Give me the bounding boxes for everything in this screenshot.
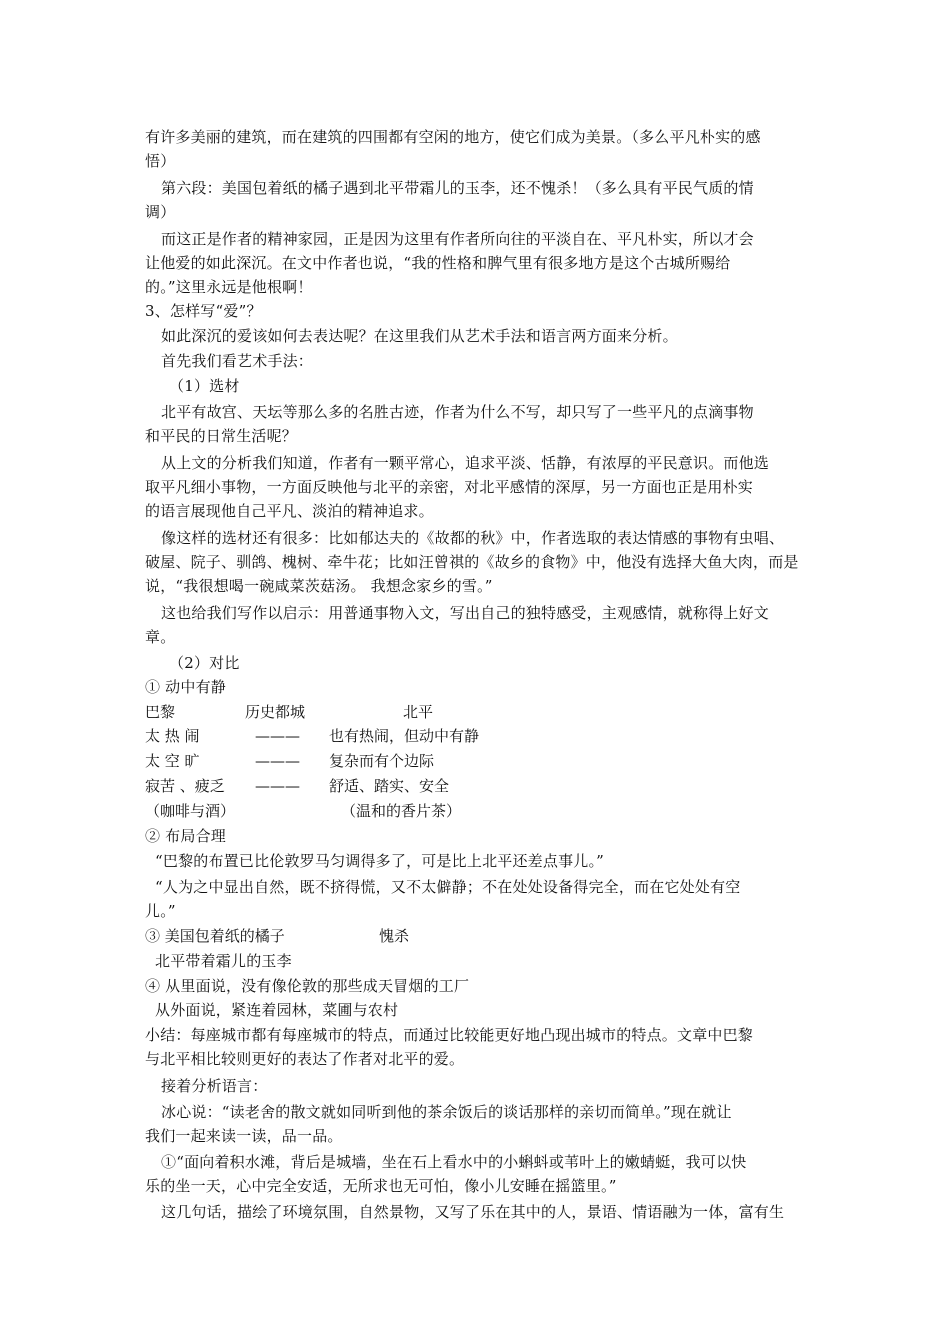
text-line: 接着分析语言： [161,1077,268,1095]
text-line: 悟） [145,152,176,170]
list-item: ① 动中有静 [145,678,226,696]
text-line: 像这样的选材还有很多：比如郁达夫的《故都的秋》中，作者选取的表达情感的事物有虫唱、 [161,529,785,547]
quote-line: “巴黎的布置已比伦敦罗马匀调得多了，可是比上北平还差点事儿。” [155,852,605,870]
text-line: 这几句话，描绘了环境氛围，自然景物，又写了乐在其中的人，景语、情语融为一体，富有生 [161,1203,785,1221]
text-line: 冰心说：“读老舍的散文就如同听到他的茶余饭后的谈话那样的亲切而简单。”现在就让 [161,1103,732,1121]
compare-note: （咖啡与酒） [145,802,236,820]
text-line: 首先我们看艺术手法： [161,352,314,370]
summary-line: 小结：每座城市都有每座城市的特点，而通过比较能更好地凸现出城市的特点。文章中巴黎 [145,1026,754,1044]
list-item-continuation: 北平带着霜儿的玉李 [155,952,292,970]
text-line: 从外面说，紧连着园林，菜圃与农村 [155,1001,399,1019]
text-line: 而这正是作者的精神家园，正是因为这里有作者所向往的平淡自在、平凡朴实，所以才会 [161,230,754,248]
text-line: 章。 [145,628,176,646]
text-line: 说，“我很想喝一碗咸菜茨菇汤。 我想念家乡的雪。” [145,577,493,595]
subsection-heading: （1）选材 [169,377,240,395]
text-line: 这也给我们写作以启示：用普通事物入文，写出自己的独特感受，主观感情，就称得上好文 [161,604,770,622]
quote-line: 儿。” [145,902,176,920]
compare-dash: ——— [255,752,300,770]
compare-header-paris: 巴黎 [145,703,176,721]
text-line: 从上文的分析我们知道，作者有一颗平常心，追求平淡、恬静，有浓厚的平民意识。而他选 [161,454,770,472]
compare-cell: 太 热 闹 [145,727,200,745]
list-item: ② 布局合理 [145,827,226,845]
text-line: 调） [145,203,176,221]
text-line: 我们一起来读一读，品一品。 [145,1127,343,1145]
quote-line: ①“面向着积水滩，背后是城墙，坐在石上看水中的小蝌蚪或苇叶上的嫩蜻蜓，我可以快 [161,1153,747,1171]
text-line: 有许多美丽的建筑，而在建筑的四围都有空闲的地方，使它们成为美景。（多么平凡朴实的感 [145,128,761,146]
quote-line: 乐的坐一天，心中完全安适，无所求也无可怕，像小儿安睡在摇篮里。” [145,1177,617,1195]
compare-note: （温和的香片茶） [341,802,462,820]
list-item: ③ 美国包着纸的橘子 [145,927,285,945]
quote-line: “人为之中显出自然，既不挤得慌，又不太僻静；不在处处设备得完全，而在它处处有空 [155,878,741,896]
text-line: 和平民的日常生活呢？ [145,427,298,445]
compare-cell: 也有热闹，但动中有静 [329,727,480,745]
subsection-heading: （2）对比 [169,654,240,672]
section-heading: 3、怎样写“爱”？ [145,302,262,320]
compare-cell: 复杂而有个边际 [329,752,435,770]
text-line: 的语言展现他自己平凡、淡泊的精神追求。 [145,502,434,520]
text-line: 取平凡细小事物，一方面反映他与北平的亲密，对北平感情的深厚，另一方面也正是用朴实 [145,478,754,496]
text-line: 第六段：美国包着纸的橘子遇到北平带霜儿的玉李，还不愧杀！（多么具有平民气质的情 [161,179,754,197]
text-line: 破屋、院子、驯鸽、槐树、牵牛花；比如汪曾祺的《故乡的食物》中，他没有选择大鱼大肉，而是 [145,553,799,571]
list-item: ④ 从里面说，没有像伦敦的那些成天冒烟的工厂 [145,977,470,995]
compare-dash: ——— [255,777,300,795]
text-line: 北平有故宫、天坛等那么多的名胜古迹，作者为什么不写，却只写了一些平凡的点滴事物 [161,403,754,421]
compare-cell: 寂苦 、疲乏 [145,777,225,795]
compare-dash: ——— [255,727,300,745]
text-line: 如此深沉的爱该如何去表达呢？在这里我们从艺术手法和语言两方面来分析。 [161,327,678,345]
list-item-right: 愧杀 [379,927,410,945]
compare-header-beiping: 北平 [403,703,434,721]
text-line: 的。”这里永远是他根啊！ [145,278,313,296]
compare-cell: 太 空 旷 [145,752,200,770]
compare-header-mid: 历史都城 [245,703,306,721]
summary-line: 与北平相比较则更好的表达了作者对北平的爱。 [145,1050,465,1068]
text-line: 让他爱的如此深沉。在文中作者也说，“我的性格和脾气里有很多地方是这个古城所赐给 [145,254,731,272]
compare-cell: 舒适、踏实、安全 [329,777,450,795]
